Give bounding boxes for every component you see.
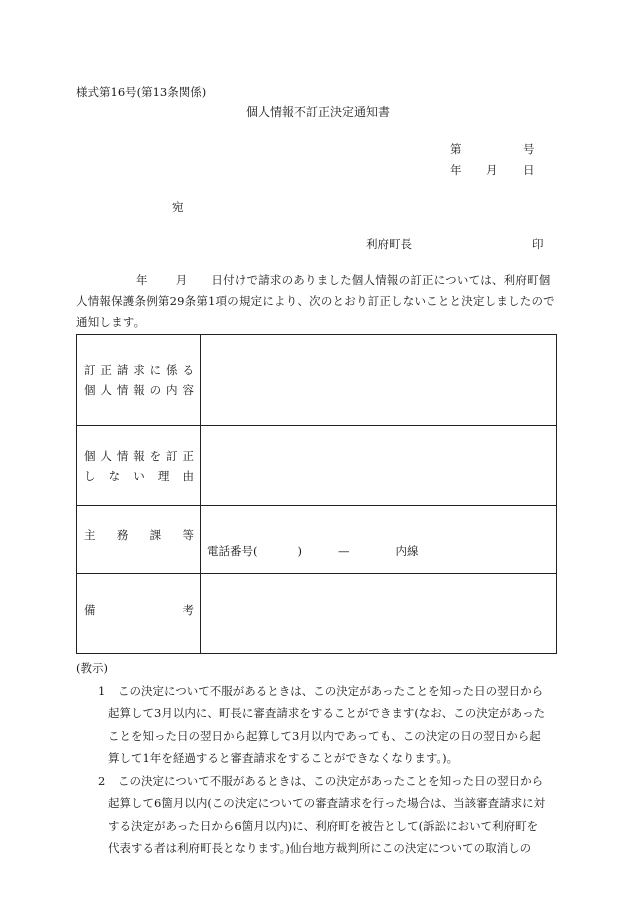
note-line: する決定があった日から6箇月以内)に、利府町を被告として(訴訟において利府町を [108,818,539,833]
label-char: に [149,363,162,377]
non-correction-reason-label [77,426,201,506]
label-char: 正 [100,363,112,377]
date-day: 日 [523,163,535,177]
note-line: ことを知った日の翌日から起算して3月以内であっても、この決定の日の翌日から起 [108,728,541,743]
label-char: 報 [133,383,145,397]
note-line: 起算して6箇月以内(この決定についての審査請求を行った場合は、当該審査請求に対 [108,796,546,810]
intro-paragraph [76,270,558,333]
list-item [76,770,560,860]
non-correction-reason-value[interactable] [201,426,557,506]
table-row [77,574,557,654]
phone-line [201,521,556,559]
intro-line: 人情報保護条例第29条第1項の規定により、次のとおり訂正しないことと決定しましたので [76,294,555,308]
label-char: 等 [182,527,194,542]
phone-close: ) [297,543,302,558]
label-char: な [108,468,121,483]
label-char: を [149,448,162,463]
phone-label: 電話番号( [207,543,258,558]
extension-label: 内線 [395,543,419,558]
note-line: 算して1年を経過すると審査請求をすることができなくなります。)。 [108,751,459,765]
label-char: 係 [166,363,178,377]
intro-year: 年 [136,273,148,287]
table-row [77,335,557,426]
label-char: 情 [116,383,129,397]
addressee-suffix: 宛 [172,200,184,214]
note-number: 2 [98,773,106,788]
label-char: 訂 [166,448,178,463]
intro-month: 月 [175,273,188,287]
correction-content-value[interactable] [201,335,557,426]
department-value[interactable] [201,506,557,574]
phone-dash: — [338,543,350,558]
label-char: 情 [116,448,129,463]
department-label [77,506,201,574]
remarks-label [77,574,201,654]
label-char: 備 [84,602,96,617]
instructions-heading: (教示) [76,661,108,675]
date-month: 月 [486,163,498,177]
label-char: 正 [182,448,194,463]
intro-line: 日付けで請求のありました個人情報の訂正については、利府町個 [211,273,551,287]
table-row [77,506,557,574]
label-char: 個 [84,383,96,397]
correction-content-label [77,335,201,426]
label-char: の [149,383,162,397]
instructions [76,657,560,860]
label-char: し [84,468,96,483]
label-char: 理 [157,468,170,483]
decision-table [76,334,557,654]
label-char: 課 [149,527,162,542]
remarks-value[interactable] [201,574,557,654]
label-char: 請 [116,363,129,377]
date-year: 年 [450,163,462,177]
number-label: 第 [450,142,462,156]
label-char: 個 [84,448,96,463]
label-char: 容 [182,383,194,397]
note-line: この決定について不服があるときは、この決定があったことを知った日の翌日から [118,773,544,788]
table-row [77,426,557,506]
label-char: 人 [100,383,112,397]
note-number: 1 [98,683,106,698]
label-char: る [182,363,194,377]
form-number: 様式第16号(第13条関係) [76,85,207,99]
list-item [76,680,560,770]
label-char: 内 [166,383,178,397]
label-char: 訂 [84,363,96,377]
label-char: い [133,468,145,483]
issuer: 利府町長 [366,237,412,251]
document-title: 個人情報不訂正決定通知書 [246,105,391,119]
label-char: 報 [133,448,145,463]
label-char: 由 [182,468,194,483]
note-line: 代表する者は利府町長となります。)仙台地方裁判所にこの決定についての取消しの [108,841,532,855]
label-char: 求 [133,363,145,377]
label-char: 人 [100,448,112,463]
label-char: 務 [116,527,129,542]
intro-line: 通知します。 [76,315,146,329]
note-line: 起算して3月以内に、町長に審査請求をすることができます(なお、この決定があった [108,706,546,720]
label-char: 考 [182,602,194,617]
note-line: この決定について不服があるときは、この決定があったことを知った日の翌日から [118,683,544,698]
number-suffix: 号 [523,142,535,156]
seal-mark: 印 [532,237,544,251]
label-char: 主 [84,527,96,542]
